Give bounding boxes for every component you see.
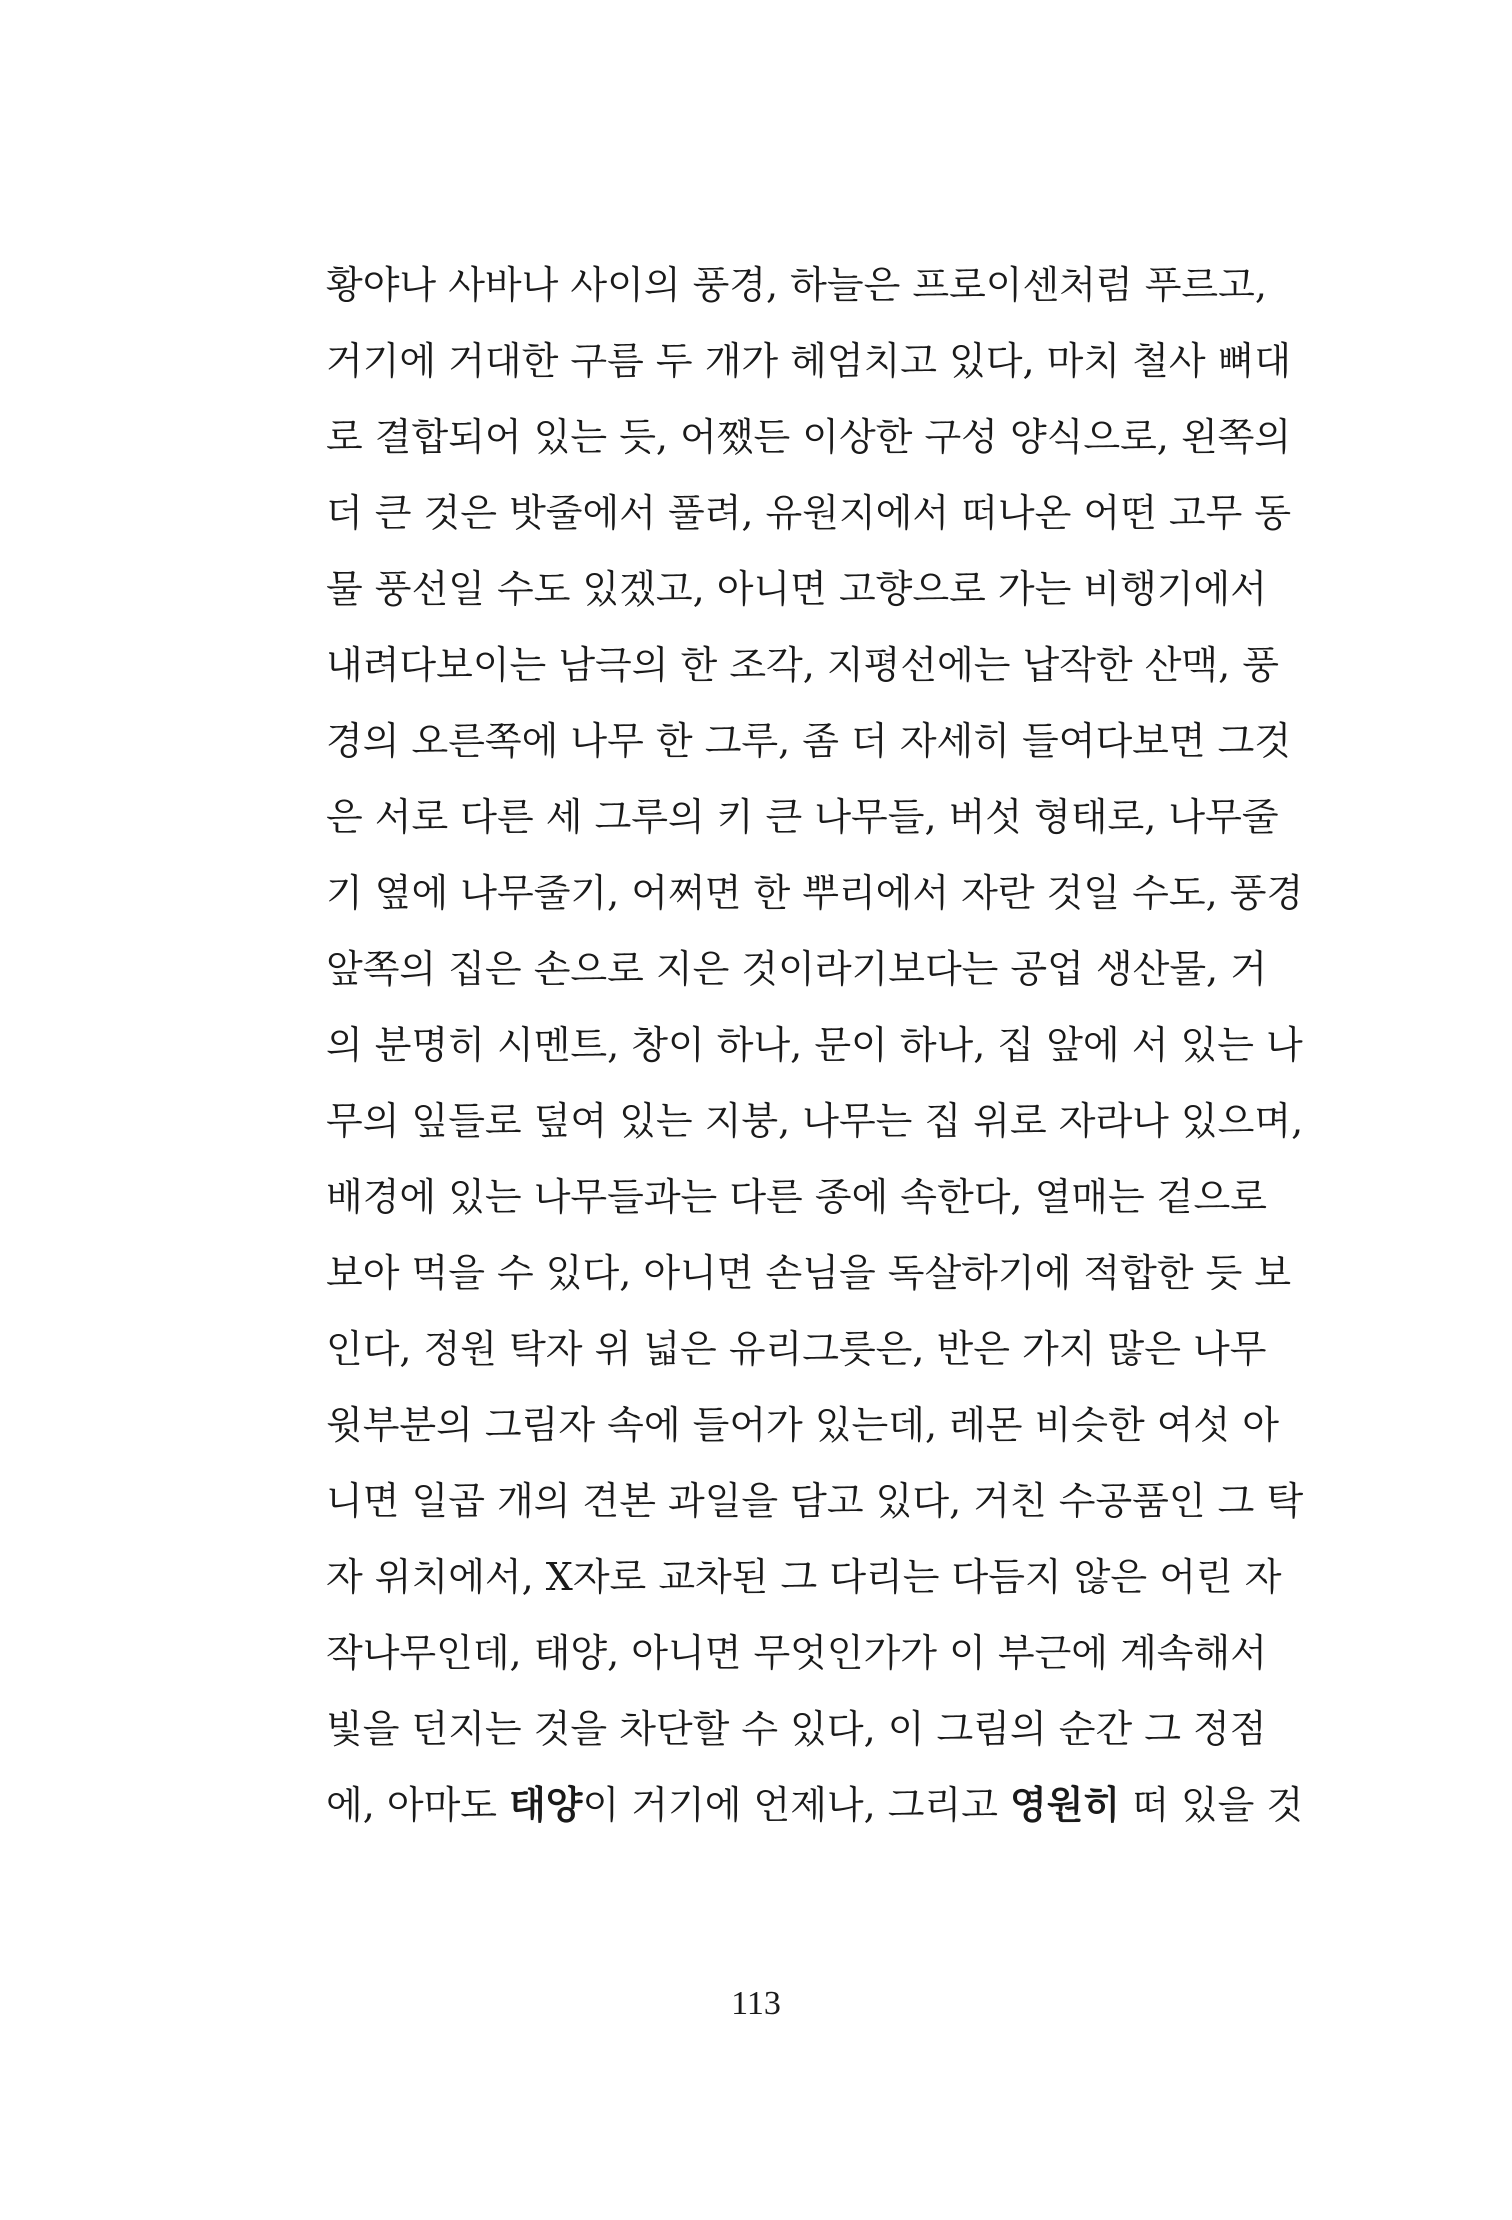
text-line-last <box>326 1767 1304 1843</box>
text-line: 로 결합되어 있는 듯, 어쨌든 이상한 구성 양식으로, 왼쪽의 <box>326 415 1292 459</box>
text-line: 배경에 있는 나무들과는 다른 종에 속한다, 열매는 겉으로 <box>326 1175 1267 1219</box>
text-line: 윗부분의 그림자 속에 들어가 있는데, 레몬 비슷한 여섯 아 <box>326 1403 1279 1447</box>
text-line: 니면 일곱 개의 견본 과일을 담고 있다, 거친 수공품인 그 탁 <box>326 1479 1304 1523</box>
text-segment: 이 거기에 언제나, 그리고 <box>582 1783 1010 1827</box>
text-line: 물 풍선일 수도 있겠고, 아니면 고향으로 가는 비행기에서 <box>326 567 1267 611</box>
page-number: 113 <box>731 1985 781 2022</box>
body-text <box>326 247 1304 1843</box>
text-line: 더 큰 것은 밧줄에서 풀려, 유원지에서 떠나온 어떤 고무 동 <box>326 491 1292 535</box>
text-line: 거기에 거대한 구름 두 개가 헤엄치고 있다, 마치 철사 뼈대 <box>326 339 1292 383</box>
text-line: 기 옆에 나무줄기, 어쩌면 한 뿌리에서 자란 것일 수도, 풍경 <box>326 871 1304 915</box>
text-line: 보아 먹을 수 있다, 아니면 손님을 독살하기에 적합한 듯 보 <box>326 1251 1292 1295</box>
text-line: 의 분명히 시멘트, 창이 하나, 문이 하나, 집 앞에 서 있는 나 <box>326 1023 1303 1067</box>
text-line: 빛을 던지는 것을 차단할 수 있다, 이 그림의 순간 그 정점 <box>326 1707 1267 1751</box>
text-line: 무의 잎들로 덮여 있는 지붕, 나무는 집 위로 자라나 있으며, <box>326 1099 1304 1143</box>
text-line: 경의 오른쪽에 나무 한 그루, 좀 더 자세히 들여다보면 그것 <box>326 719 1292 763</box>
text-line: 자 위치에서, X자로 교차된 그 다리는 다듬지 않은 어린 자 <box>326 1555 1282 1599</box>
text-line: 앞쪽의 집은 손으로 지은 것이라기보다는 공업 생산물, 거 <box>326 947 1267 991</box>
bold-word-forever: 영원히 <box>1009 1783 1121 1827</box>
text-line: 작나무인데, 태양, 아니면 무엇인가가 이 부근에 계속해서 <box>326 1631 1267 1675</box>
text-line: 은 서로 다른 세 그루의 키 큰 나무들, 버섯 형태로, 나무줄 <box>326 795 1279 839</box>
text-line: 인다, 정원 탁자 위 넓은 유리그릇은, 반은 가지 많은 나무 <box>326 1327 1267 1371</box>
text-segment: 떠 있을 것 <box>1120 1783 1304 1827</box>
text-segment: 에, 아마도 <box>326 1783 510 1827</box>
bold-word-sun: 태양 <box>509 1783 583 1827</box>
text-line: 내려다보이는 남극의 한 조각, 지평선에는 납작한 산맥, 풍 <box>326 643 1279 687</box>
text-line: 황야나 사바나 사이의 풍경, 하늘은 프로이센처럼 푸르고, <box>326 263 1267 307</box>
